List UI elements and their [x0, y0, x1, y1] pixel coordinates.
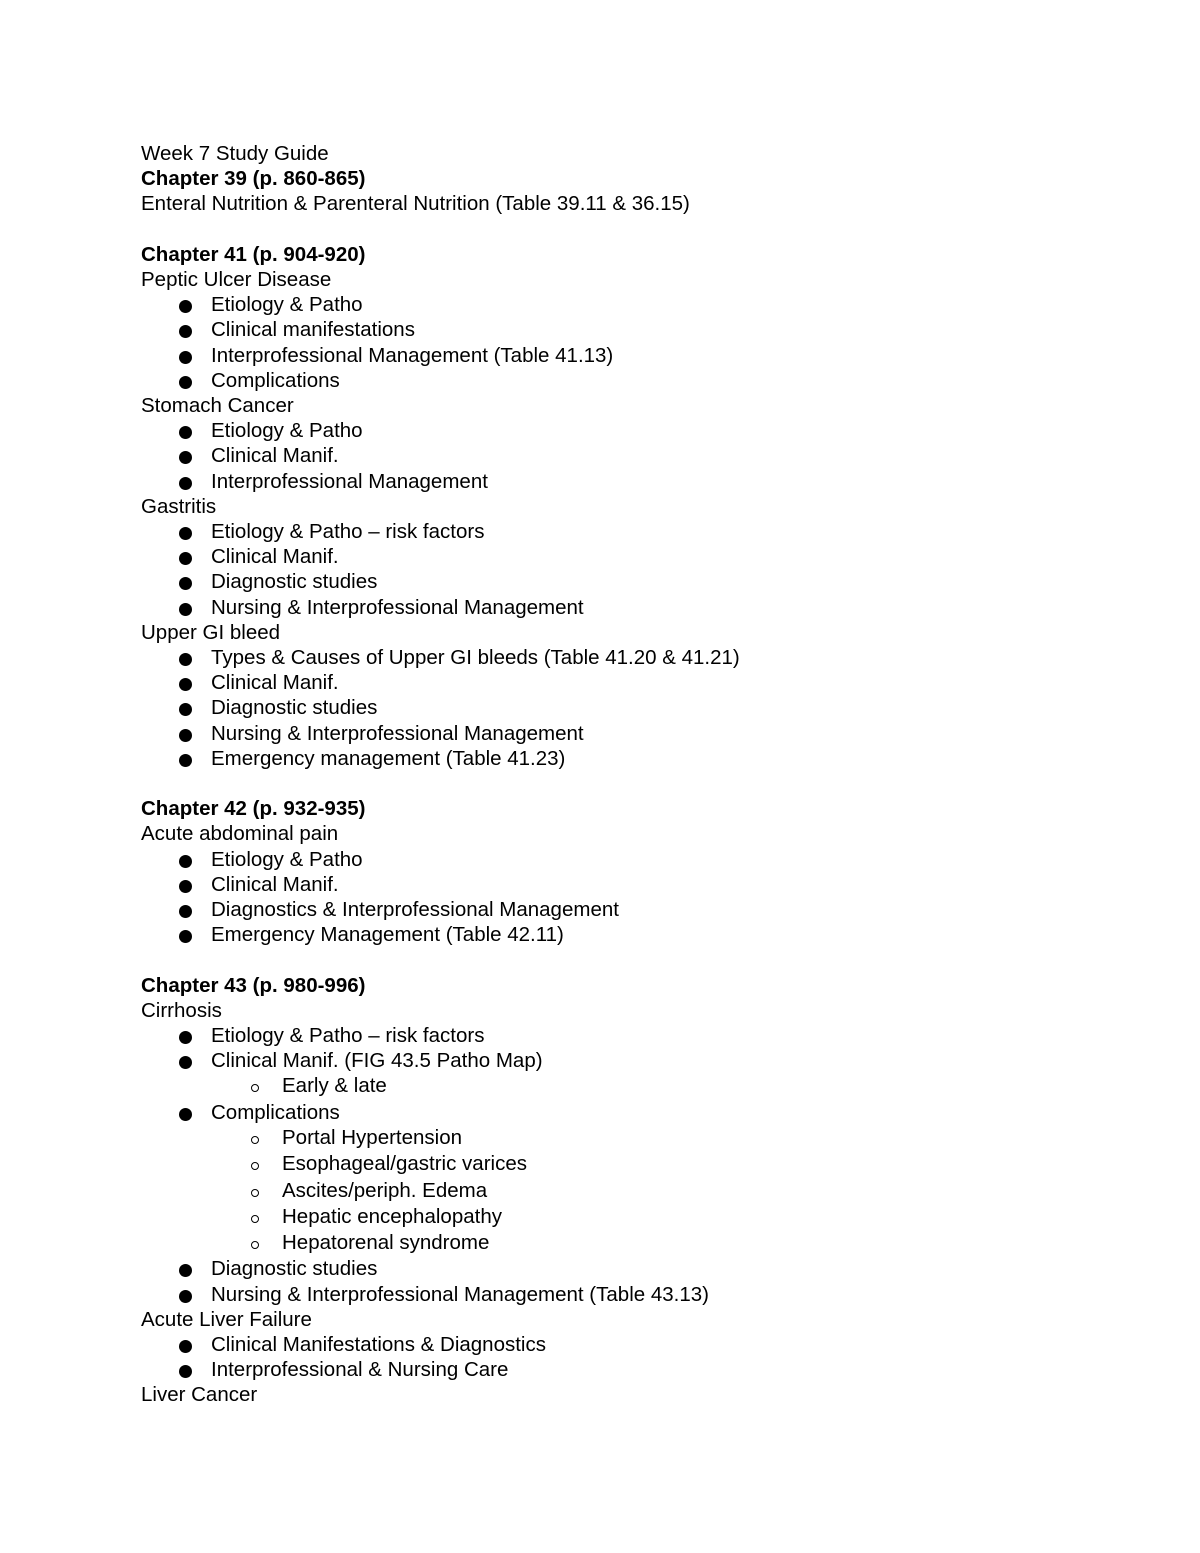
bullet-item [141, 418, 1141, 443]
bullet-item [141, 695, 1141, 720]
bullet-item [141, 1048, 1141, 1073]
bullet-icon [179, 678, 192, 691]
bullet-item [141, 872, 1141, 897]
bullet-icon [179, 351, 192, 364]
bullet-text: Nursing & Interprofessional Management (Table 43.13) [211, 1282, 709, 1306]
bullet-text: Interprofessional Management (Table 41.13) [211, 343, 614, 367]
bullet-item [141, 519, 1141, 544]
bullet-item [141, 922, 1141, 947]
bullet-text: Nursing & Interprofessional Management [211, 595, 584, 619]
bullet-icon [179, 552, 192, 565]
bullet-icon [179, 1340, 192, 1353]
bullet-text: Types & Causes of Upper GI bleeds (Table 41.20 & 41.21) [211, 646, 740, 670]
bullet-text: Clinical Manif. [211, 444, 339, 468]
study-guide-page [141, 141, 1141, 1408]
bullet-text: Diagnostic studies [211, 696, 378, 720]
chapter-heading: Chapter 41 (p. 904-920) [141, 242, 366, 266]
bullet-item [141, 343, 1141, 368]
bullet-item [141, 721, 1141, 746]
bullet-item [141, 746, 1141, 771]
bullet-text: Clinical Manif. (FIG 43.5 Patho Map) [211, 1049, 543, 1073]
bullet-item [141, 1256, 1141, 1281]
topic-heading: Upper GI bleed [141, 620, 281, 644]
sub-bullet-item [141, 1151, 1141, 1177]
bullet-text: Etiology & Patho – risk factors [211, 1024, 485, 1048]
bullet-text: Clinical Manif. [211, 545, 339, 569]
bullet-text: Diagnostic studies [211, 570, 378, 594]
sub-bullet-text: Portal Hypertension [282, 1125, 463, 1149]
bullet-text: Clinical Manifestations & Diagnostics [211, 1333, 546, 1357]
bullet-text: Clinical manifestations [211, 318, 415, 342]
bullet-item [141, 544, 1141, 569]
bullet-icon [179, 376, 192, 389]
sub-bullet-item [141, 1073, 1141, 1099]
bullet-icon [179, 729, 192, 742]
bullet-text: Etiology & Patho [211, 293, 363, 317]
bullet-text: Complications [211, 368, 340, 392]
section-gap [141, 771, 1141, 796]
bullet-item [141, 645, 1141, 670]
bullet-item [141, 595, 1141, 620]
sub-bullet-item [141, 1125, 1141, 1151]
bullet-icon [179, 1264, 192, 1277]
circle-bullet-icon [251, 1084, 259, 1092]
bullet-text: Interprofessional & Nursing Care [211, 1358, 509, 1382]
bullet-item [141, 1282, 1141, 1307]
chapters-container [141, 166, 1141, 1407]
bullet-text: Diagnostics & Interprofessional Management [211, 898, 619, 922]
chapter-heading: Chapter 42 (p. 932-935) [141, 797, 366, 821]
bullet-icon [179, 527, 192, 540]
sub-bullet-text: Ascites/periph. Edema [282, 1178, 488, 1202]
circle-bullet-icon [251, 1241, 259, 1249]
chapter-heading: Chapter 39 (p. 860-865) [141, 167, 366, 191]
bullet-text: Clinical Manif. [211, 671, 339, 695]
topic-heading: Enteral Nutrition & Parenteral Nutrition (Table 39.11 & 36.15) [141, 192, 690, 216]
bullet-item [141, 368, 1141, 393]
topic-heading: Peptic Ulcer Disease [141, 268, 332, 291]
topic-heading: Gastritis [141, 494, 217, 518]
bullet-item [141, 443, 1141, 468]
bullet-icon [179, 1056, 192, 1069]
bullet-icon [179, 880, 192, 893]
bullet-item [141, 317, 1141, 342]
bullet-icon [179, 703, 192, 716]
bullet-icon [179, 930, 192, 943]
bullet-item [141, 469, 1141, 494]
bullet-item [141, 292, 1141, 317]
bullet-item [141, 670, 1141, 695]
circle-bullet-icon [251, 1215, 259, 1223]
sub-bullet-text: Esophageal/gastric varices [282, 1152, 527, 1176]
bullet-item [141, 1023, 1141, 1048]
sub-bullet-item [141, 1230, 1141, 1256]
circle-bullet-icon [251, 1162, 259, 1170]
bullet-icon [179, 1031, 192, 1044]
page-title: Week 7 Study Guide [141, 142, 329, 165]
bullet-item [141, 1357, 1141, 1382]
bullet-text: Interprofessional Management [211, 469, 488, 493]
bullet-item [141, 1332, 1141, 1357]
sub-bullet-text: Hepatorenal syndrome [282, 1231, 490, 1255]
bullet-text: Emergency management (Table 41.23) [211, 746, 566, 770]
sub-bullet-item [141, 1204, 1141, 1230]
topic-heading: Stomach Cancer [141, 394, 294, 418]
bullet-text: Emergency Management (Table 42.11) [211, 923, 564, 947]
bullet-text: Diagnostic studies [211, 1257, 378, 1281]
bullet-icon [179, 855, 192, 868]
bullet-item [141, 1100, 1141, 1125]
bullet-icon [179, 1365, 192, 1378]
bullet-icon [179, 1290, 192, 1303]
sub-bullet-text: Early & late [282, 1074, 387, 1098]
bullet-icon [179, 451, 192, 464]
section-gap [141, 217, 1141, 242]
topic-heading: Cirrhosis [141, 998, 222, 1022]
bullet-item [141, 897, 1141, 922]
bullet-icon [179, 426, 192, 439]
chapter-heading: Chapter 43 (p. 980-996) [141, 973, 366, 997]
sub-bullet-text: Hepatic encephalopathy [282, 1204, 502, 1228]
topic-heading: Acute abdominal pain [141, 822, 339, 846]
bullet-text: Etiology & Patho [211, 419, 363, 443]
topic-heading: Liver Cancer [141, 1383, 258, 1407]
bullet-icon [179, 905, 192, 918]
bullet-icon [179, 653, 192, 666]
bullet-icon [179, 477, 192, 490]
bullet-icon [179, 325, 192, 338]
circle-bullet-icon [251, 1189, 259, 1197]
bullet-icon [179, 577, 192, 590]
bullet-text: Etiology & Patho [211, 847, 363, 871]
bullet-text: Clinical Manif. [211, 872, 339, 896]
bullet-item [141, 569, 1141, 594]
section-gap [141, 947, 1141, 972]
sub-bullet-item [141, 1178, 1141, 1204]
bullet-icon [179, 754, 192, 767]
circle-bullet-icon [251, 1136, 259, 1144]
bullet-icon [179, 300, 192, 313]
bullet-text: Etiology & Patho – risk factors [211, 520, 485, 544]
topic-heading: Acute Liver Failure [141, 1307, 312, 1331]
bullet-text: Nursing & Interprofessional Management [211, 721, 584, 745]
bullet-text: Complications [211, 1100, 340, 1124]
bullet-item [141, 847, 1141, 872]
bullet-icon [179, 603, 192, 616]
bullet-icon [179, 1108, 192, 1121]
